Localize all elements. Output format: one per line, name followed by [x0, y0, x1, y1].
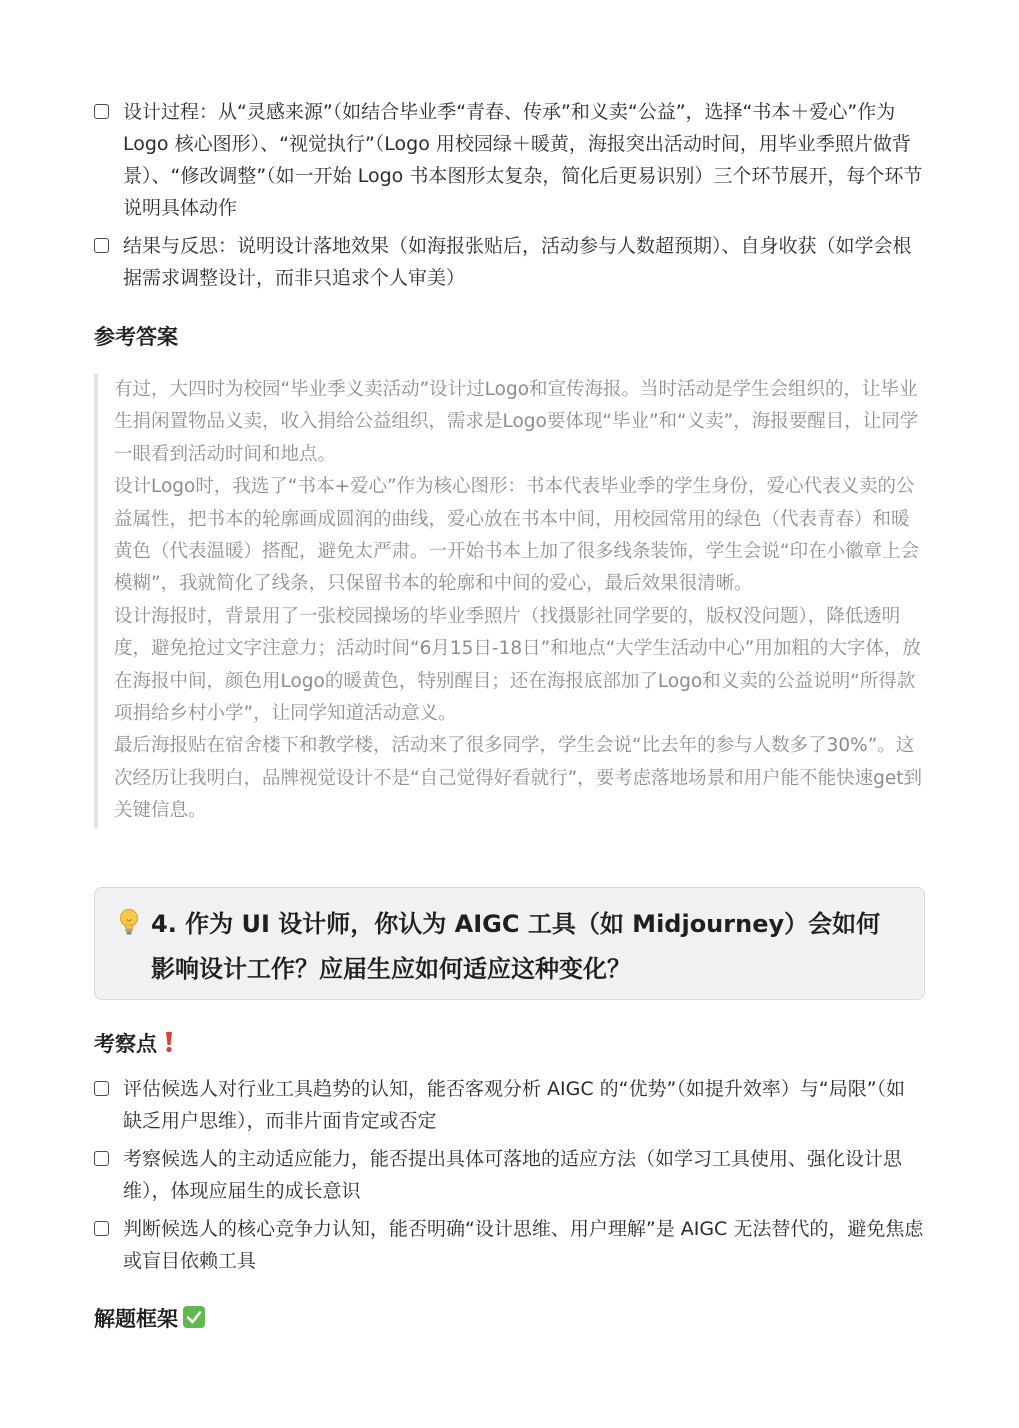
checklist-item-text: 判断候选人的核心竞争力认知，能否明确“设计思维、用户理解”是 AIGC 无法替代的，避免焦虑或盲目依赖工具 — [123, 1218, 924, 1272]
reference-answer-quote — [94, 374, 926, 828]
checklist-item — [94, 1143, 924, 1207]
design-checklist — [94, 96, 924, 300]
question-callout — [94, 887, 925, 1000]
checklist-item — [94, 230, 924, 294]
exclamation-icon — [161, 1030, 177, 1062]
heading-text: 考察点 — [94, 1032, 157, 1056]
reference-answer-heading — [94, 322, 178, 352]
quote-paragraph: 设计海报时，背景用了一张校园操场的毕业季照片（找摄影社同学要的，版权没问题），降低透明度，避免抢过文字注意力；活动时间“6月15日-18日”和地点“大学生活动中心”用加粗的大字体，放在海报中间，颜色用Logo的暖黄色，特别醒目；还在海报底部加了Logo和义卖的公益说明“所得款项捐给乡村小学”，让同学知道活动意义。 — [114, 605, 921, 725]
checkbox[interactable] — [94, 1151, 109, 1166]
checkbox[interactable] — [94, 238, 109, 253]
check-mark-icon — [182, 1305, 206, 1337]
heading-text: 参考答案 — [94, 325, 178, 349]
checklist-item-text: 结果与反思：说明设计落地效果（如海报张贴后，活动参与人数超预期）、自身收获（如学会根据需求调整设计，而非只追求个人审美） — [123, 235, 912, 289]
framework-heading — [94, 1304, 206, 1337]
lightbulb-icon — [117, 908, 141, 938]
checkbox[interactable] — [94, 1081, 109, 1096]
assessment-checklist — [94, 1073, 924, 1283]
checkbox[interactable] — [94, 104, 109, 119]
quote-paragraph: 最后海报贴在宿舍楼下和教学楼，活动来了很多同学，学生会说“比去年的参与人数多了30%”。这次经历让我明白，品牌视觉设计不是“自己觉得好看就行”，要考虑落地场景和用户能不能快速get到关键信息。 — [114, 735, 923, 822]
heading-text: 解题框架 — [94, 1307, 178, 1331]
quote-paragraph: 设计Logo时，我选了“书本+爱心”作为核心图形：书本代表毕业季的学生身份，爱心代表义卖的公益属性，把书本的轮廓画成圆润的曲线，爱心放在书本中间，用校园常用的绿色（代表青春）和暖黄色（代表温暖）搭配，避免太严肃。一开始书本上加了很多线条装饰，学生会说“印在小徽章上会模糊”，我就简化了线条，只保留书本的轮廓和中间的爱心，最后效果很清晰。 — [114, 476, 920, 595]
checkbox[interactable] — [94, 1221, 109, 1236]
question-text: 4. 作为 UI 设计师，你认为 AIGC 工具（如 Midjourney）会如何影响设计工作？应届生应如何适应这种变化？ — [151, 910, 881, 983]
assessment-heading — [94, 1029, 177, 1062]
checklist-item-text: 评估候选人对行业工具趋势的认知，能否客观分析 AIGC 的“优势”（如提升效率）与“局限”（如缺乏用户思维），而非片面肯定或否定 — [123, 1078, 906, 1132]
checklist-item — [94, 1073, 924, 1137]
checklist-item — [94, 96, 924, 224]
quote-paragraph: 有过，大四时为校园“毕业季义卖活动”设计过Logo和宣传海报。当时活动是学生会组织的，让毕业生捐闲置物品义卖，收入捐给公益组织，需求是Logo要体现“毕业”和“义卖”，海报要醒目，让同学一眼看到活动时间和地点。 — [114, 379, 919, 465]
checklist-item-text: 考察候选人的主动适应能力，能否提出具体可落地的适应方法（如学习工具使用、强化设计思维），体现应届生的成长意识 — [123, 1148, 903, 1202]
checklist-item — [94, 1213, 924, 1277]
checklist-item-text: 设计过程：从“灵感来源”（如结合毕业季“青春、传承”和义卖“公益”，选择“书本＋爱心”作为 Logo 核心图形）、“视觉执行”（Logo 用校园绿＋暖黄，海报突出活动时间，用毕业季照片做背景）、“修改调整”（如一开始 Logo 书本图形太复杂，简化后更易识别）三个环节展开，每个环节说明具体动作 — [123, 101, 923, 219]
